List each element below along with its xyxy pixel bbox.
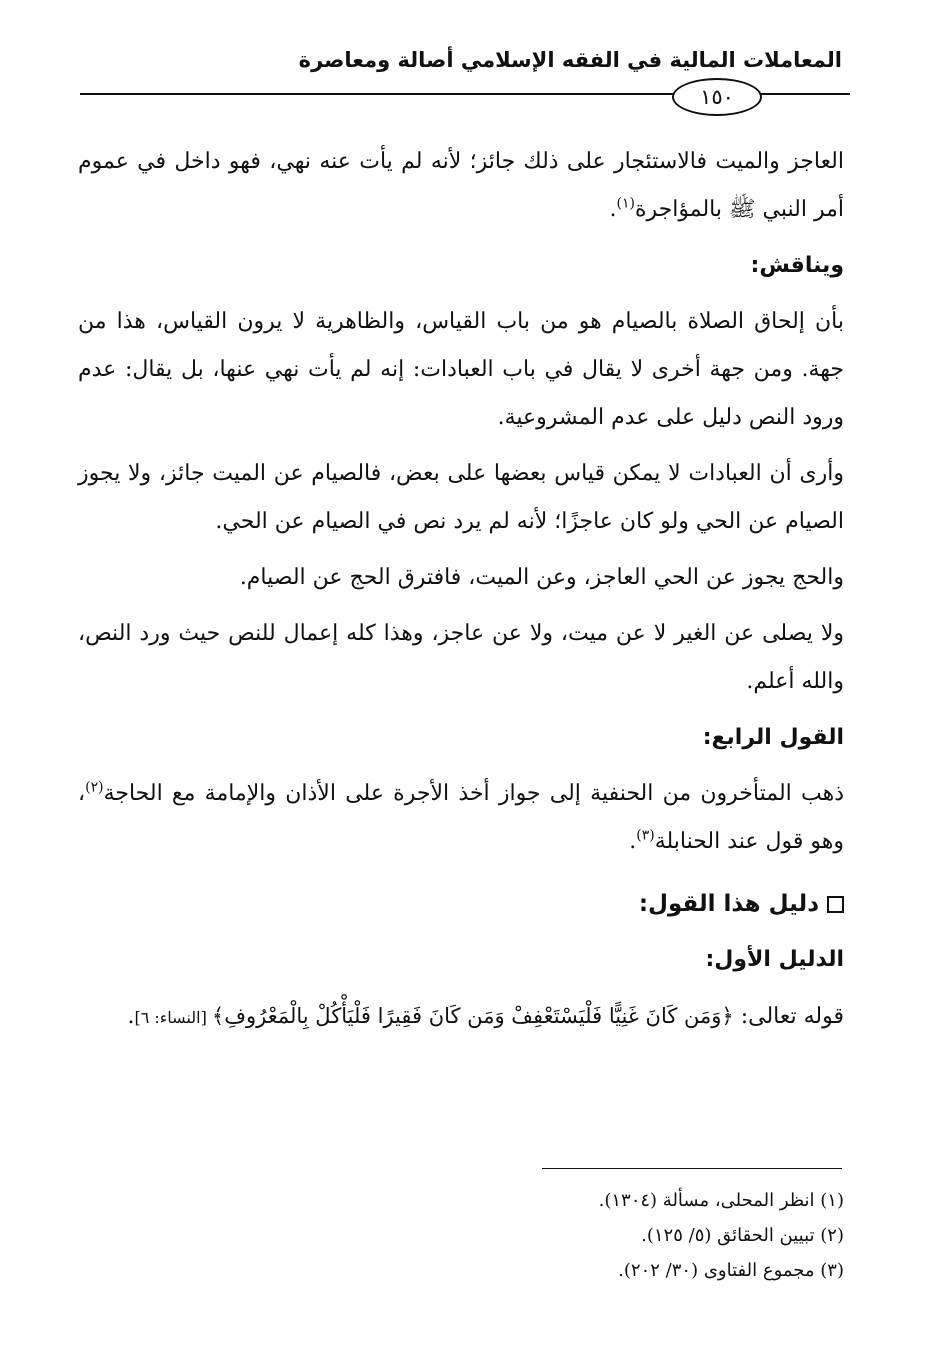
running-header: المعاملات المالية في الفقه الإسلامي أصالة ومعاصرة [298,48,842,72]
paragraph: بأن إلحاق الصلاة بالصيام هو من باب القياس، والظاهرية لا يرون القياس، هذا من جهة. ومن جهة أخرى لا يقال في باب العبادات: إنه لم يأت نهي عنها، بل يقال: عدم ورود النص دليل على عدم المشروعية. [78,309,844,430]
footnote-3: (٣) مجموع الفتاوى (٣٠/ ٢٠٢). [618,1260,844,1281]
subheading-fourth-opinion: القول الرابع: [702,725,844,750]
page-number: ١٥٠ [672,78,762,116]
subheading-discussion: ويناقش: [750,253,844,278]
footnote-2: (٢) تبيين الحقائق (٥/ ١٢٥). [641,1225,844,1246]
paragraph-text: ، وهو قول عند الحنابلة [78,781,844,854]
footnote-marker: (١) [616,195,635,212]
paragraph: ولا يصلى عن الغير لا عن ميت، ولا عن عاجز، وهذا كله إعمال للنص حيث ورد النص، والله أعلم. [78,621,844,694]
subheading-first-evidence: الدليل الأول: [705,947,844,972]
paragraph [78,138,844,234]
footnote-1: (١) انظر المحلى، مسألة (١٣٠٤). [598,1190,844,1211]
paragraph-text: ذهب المتأخرون من الحنفية إلى جواز أخذ الأجرة على الأذان والإمامة مع الحاجة [103,781,844,806]
punctuation: . [609,197,617,222]
footnote-rule [542,1168,842,1169]
punctuation: . [127,1004,135,1029]
section-heading-evidence [78,880,844,928]
punctuation: . [629,829,637,854]
paragraph: والحج يجوز عن الحي العاجز، وعن الميت، فافترق الحج عن الصيام. [239,565,844,590]
main-text [78,138,844,1042]
footnotes [78,1183,844,1288]
paragraph-quran [78,992,844,1042]
paragraph-text: قوله تعالى: [733,1004,844,1029]
paragraph [78,770,844,866]
section-heading-text: دليل هذا القول: [638,891,819,917]
quran-verse: ﴿وَمَن كَانَ غَنِيًّا فَلْيَسْتَعْفِفْ وَمَن كَانَ فَقِيرًا فَلْيَأْكُلْ بِالْمَعْرُوفِ﴾ [211,1004,734,1028]
footnote-marker: (٣) [636,827,655,844]
paragraph: وأرى أن العبادات لا يمكن قياس بعضها على بعض، فالصيام عن الميت جائز، ولا يجوز الصيام عن الحي ولو كان عاجزًا؛ لأنه لم يرد نص في الصيام عن الحي. [78,461,844,534]
verse-reference: [النساء: ٦] [134,1008,212,1027]
paragraph-text: العاجز والميت فالاستئجار على ذلك جائز؛ لأنه لم يأت عنه نهي، فهو داخل في عموم أمر النبي ﷺ بالمؤاجرة [78,149,844,222]
square-bullet-icon [827,896,844,913]
footnote-marker: (٢) [85,779,104,796]
